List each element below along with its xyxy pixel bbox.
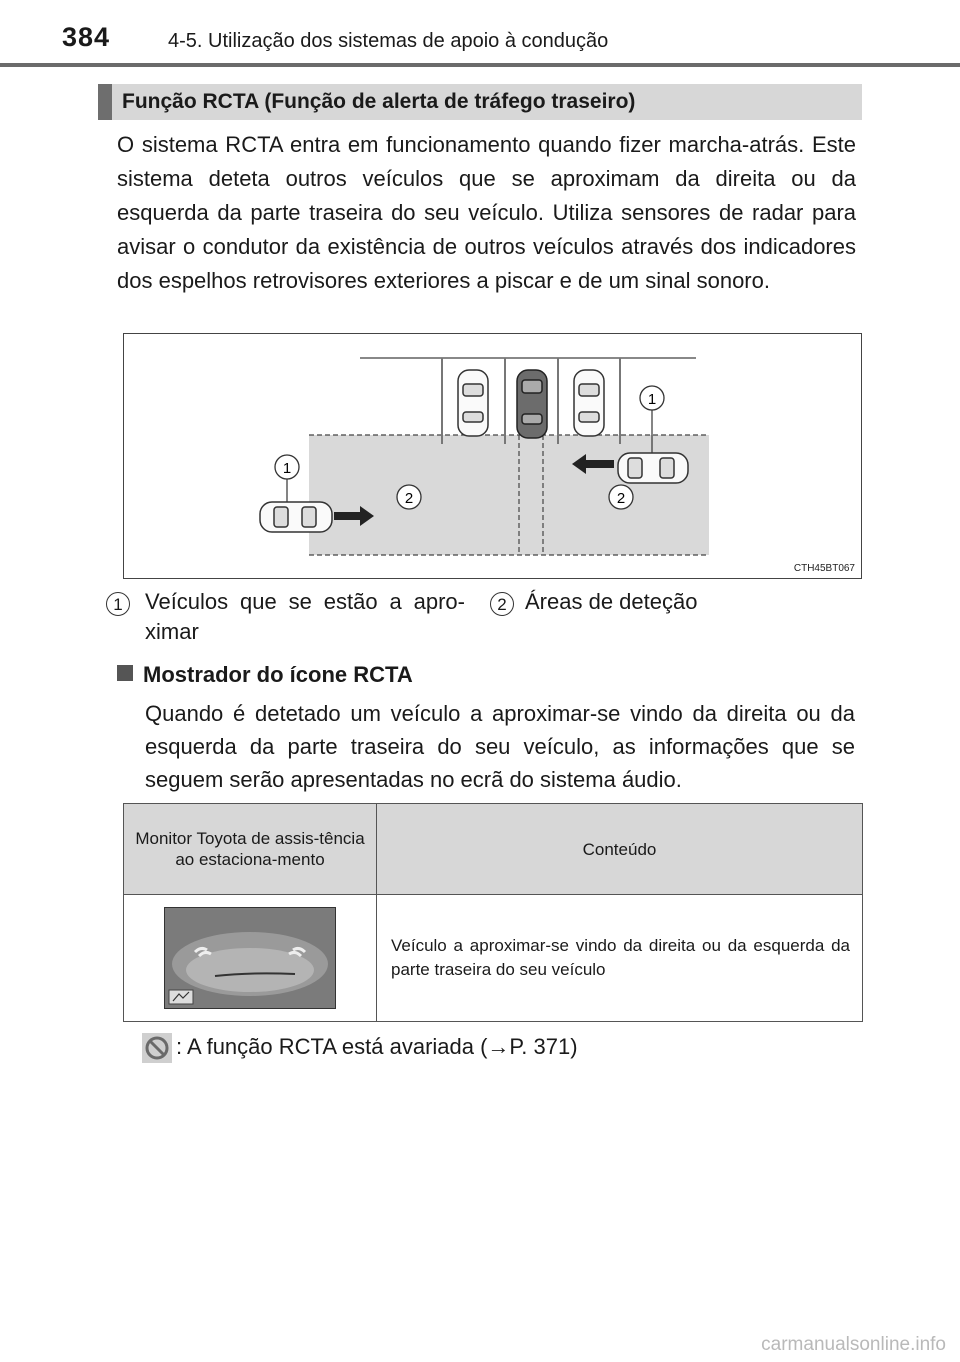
callout-1-right-label: 1	[647, 391, 657, 408]
approaching-car-left	[260, 502, 332, 532]
rcta-diagram	[123, 333, 862, 579]
callout-2-left-label: 2	[404, 490, 414, 507]
own-vehicle	[517, 370, 547, 438]
table-cell-content: Veículo a aproximar-se vindo da direita ou da esquerda da parte traseira do seu veículo	[377, 895, 863, 1022]
section-title: Função RCTA (Função de alerta de tráfego traseiro)	[98, 84, 862, 120]
callout-1-left-label: 1	[282, 460, 292, 477]
legend-number-2: 2	[490, 592, 514, 616]
legend-text-1: Veículos que se estão a apro-ximar	[145, 589, 465, 644]
rcta-screen-image	[164, 907, 336, 1009]
rcta-table	[123, 803, 863, 1022]
subsection-heading	[117, 662, 413, 688]
intro-paragraph: O sistema RCTA entra em funcionamento quando fizer marcha-atrás. Este sistema deteta outros veículos que se aproximam da direita ou da esquerda da parte traseira do seu veículo. Utiliza sensores de radar para avisar o condutor da existência de outros veículos através dos indicadores dos espelhos retrovisores exteriores a piscar e de um sinal sonoro.	[117, 132, 856, 293]
footnote-text: : A função RCTA está avariada (→P. 371)	[176, 1034, 578, 1059]
subsection-heading-text: Mostrador do ícone RCTA	[143, 662, 413, 687]
figure-code: CTH45BT067	[793, 563, 855, 574]
parked-car-right	[574, 370, 604, 436]
watermark: carmanualsonline.info	[761, 1334, 946, 1355]
rcta-diagram-drawing	[124, 334, 861, 578]
page-number: 384	[62, 22, 111, 52]
table-cell-screen	[124, 895, 377, 1022]
chapter-title: 4-5. Utilização dos sistemas de apoio à condução	[168, 30, 609, 52]
legend-text-2: Áreas de deteção	[525, 589, 698, 614]
table-row	[124, 895, 863, 1022]
square-bullet-icon	[117, 665, 133, 681]
footnote	[142, 1032, 578, 1063]
header-rule	[0, 63, 960, 67]
table-header-monitor: Monitor Toyota de assis-tência ao estaciona-mento	[124, 804, 377, 895]
table-header-content: Conteúdo	[377, 804, 863, 895]
approaching-car-right	[618, 453, 688, 483]
legend-number-1: 1	[106, 592, 130, 616]
rcta-screen-drawing	[165, 908, 335, 1008]
rcta-fault-icon	[142, 1033, 172, 1063]
subsection-body: Quando é detetado um veículo a aproximar-se vindo da direita ou da esquerda da parte traseira do seu veículo, as informações que se seguem serão apresentadas no ecrã do sistema áudio.	[145, 701, 855, 792]
callout-2-right-label: 2	[616, 490, 626, 507]
prohibited-icon	[142, 1033, 172, 1063]
parked-car-left	[458, 370, 488, 436]
